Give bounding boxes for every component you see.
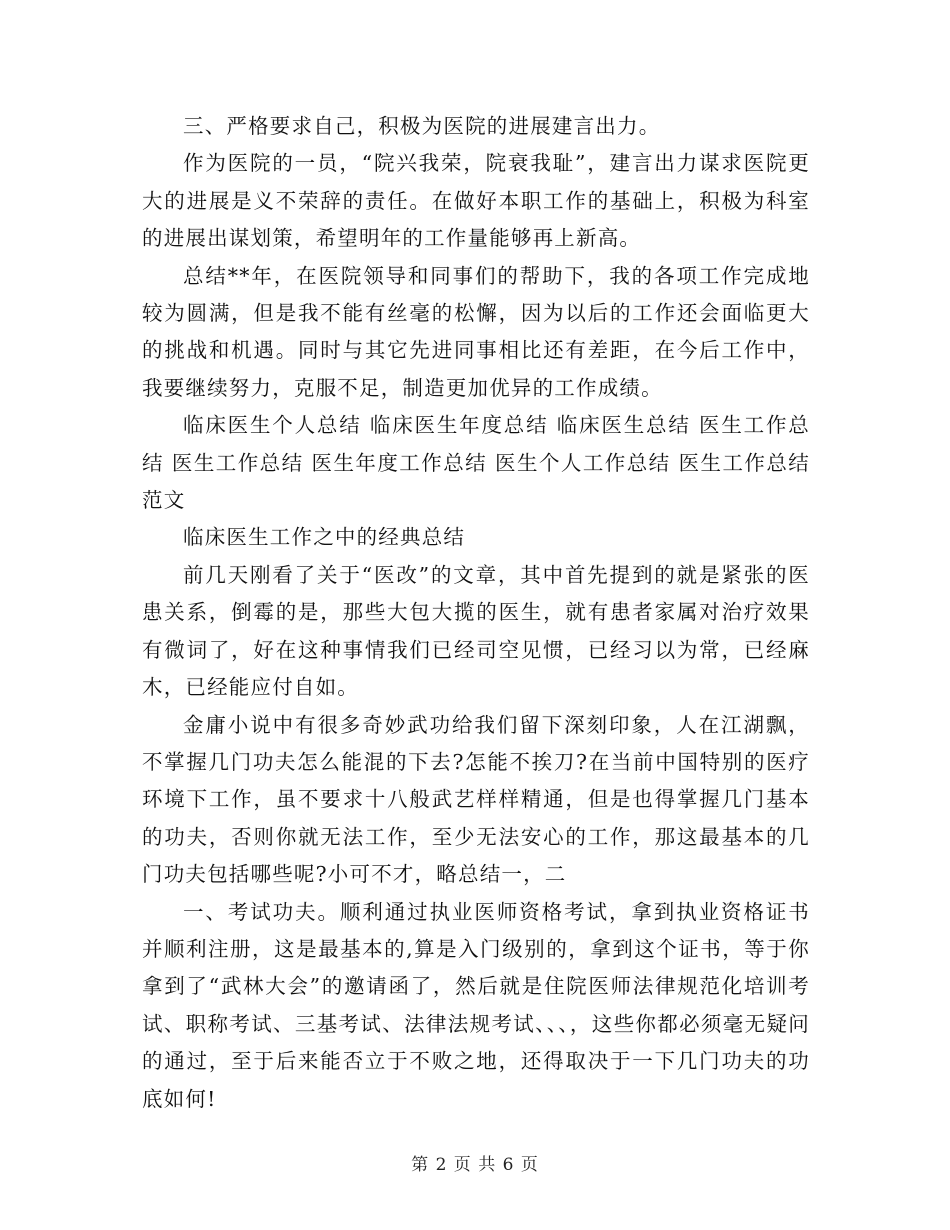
paragraph-exam-skills: 一、考试功夫。顺利通过执业医师资格考试，拿到执业资格证书并顺利注册，这是最基本的,算是入门级别的，拿到这个证书，等于你拿到了“武林大会”的邀请函了，然后就是住院医师法律规范化培训考试、职称考试、三基考试、法律法规考试、、、，这些你都必须毫无疑问的通过，至于后来能否立于不败之地，还得取决于一下几门功夫的功底如何!	[142, 899, 810, 1111]
paragraph-heading-three: 三、严格要求自己，积极为医院的进展建言出力。	[183, 114, 661, 138]
page-number-footer: 第 2 页 共 6 页	[411, 1155, 539, 1175]
paragraph-year-summary: 总结**年，在医院领导和同事们的帮助下，我的各项工作完成地较为圆满，但是我不能有丝毫的松懈，因为以后的工作还会面临更大的挑战和机遇。同时与其它先进同事相比还有差距，在今后工作中，我要继续努力，克服不足，制造更加优异的工作成绩。	[142, 263, 810, 400]
paragraph-keywords: 临床医生个人总结 临床医生年度总结 临床医生总结 医生工作总结 医生工作总结 医生年度工作总结 医生个人工作总结 医生工作总结范文	[142, 413, 810, 513]
paragraph-medical-reform: 前几天刚看了关于“医改”的文章，其中首先提到的就是紧张的医患关系，倒霉的是，那些大包大揽的医生，就有患者家属对治疗效果有微词了，好在这种事情我们已经司空见惯，已经习以为常，已经麻木，已经能应付自如。	[142, 562, 810, 700]
paragraph-hospital-member: 作为医院的一员，“院兴我荣，院衰我耻”，建言出力谋求医院更大的进展是义不荣辞的责任。在做好本职工作的基础上，积极为科室的进展出谋划策，希望明年的工作量能够再上新高。	[142, 151, 810, 251]
paragraph-section-title: 临床医生工作之中的经典总结	[183, 525, 466, 550]
paragraph-jinyong: 金庸小说中有很多奇妙武功给我们留下深刻印象，人在江湖飘，不掌握几门功夫怎么能混的下去?怎能不挨刀?在当前中国特别的医疗环境下工作，虽不要求十八般武艺样样精通，但是也得掌握几门基本的功夫，否则你就无法工作，至少无法安心的工作，那这最基本的几门功夫包括哪些呢?小可不才，略总结一，二	[142, 712, 810, 887]
document-body	[142, 108, 810, 1118]
